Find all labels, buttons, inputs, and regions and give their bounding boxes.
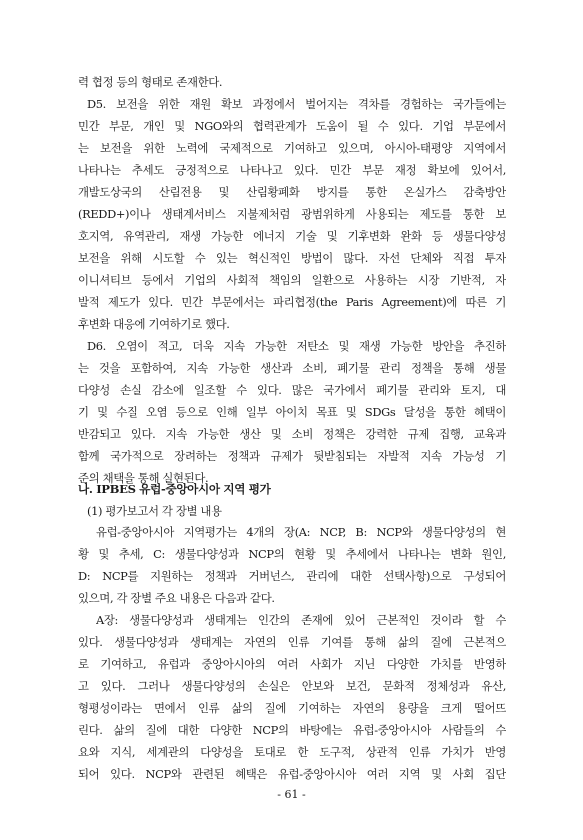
body-text-line: 는 것을 포함하여, 지속 가능한 생산과 소비, 폐기물 관리 정책을 통해 생물	[78, 361, 506, 375]
body-text-line: 반감되고 있다. 지속 가능한 생산 및 소비 정책은 강력한 규제 집행, 교육과	[78, 427, 506, 441]
body-text-line: 민간 부문, 개인 및 NGO와의 협력관계가 도움이 될 수 있다. 기업 부문에서	[78, 119, 506, 133]
body-text-line: 는 보전을 위한 노력에 국제적으로 기여하고 있으며, 아시아-태평양 지역에서	[78, 141, 506, 155]
body-text-line: 로 기여하고, 유럽과 중앙아시아의 여러 사회가 지닌 다양한 가치를 반영하	[78, 657, 506, 671]
page-number: - 61 -	[277, 788, 306, 801]
body-text-line: 발적 제도가 있다. 민간 부문에서는 파리협정(the Paris Agreement)에 따른 기	[78, 295, 506, 309]
body-text-line: 있다. 생물다양성과 생태계는 자연의 인류 기여를 통해 삶의 질에 근본적으	[78, 635, 506, 649]
body-text-line: (REDD+)이나 생태계서비스 지불제처럼 광범위하게 사용되는 제도를 통한 보	[78, 207, 506, 221]
body-text-line: 되어 있다. NCP와 관련된 혜택은 유럽-중앙아시아 여러 지역 및 사회 집단	[78, 767, 506, 781]
body-text-line: 개발도상국의 산림전용 및 산림황폐화 방지를 통한 온실가스 감축방안	[78, 185, 506, 199]
body-text-line: 준의 채택을 통해 실현된다.	[78, 471, 209, 485]
body-text-line: 있으며, 각 장별 주요 내용은 다음과 같다.	[78, 591, 275, 605]
body-text-line: 이니셔티브 등에서 기업의 사회적 책임의 일환으로 사용하는 시장 기반적, 자	[78, 273, 506, 287]
body-text-line: D5. 보전을 위한 재원 확보 과정에서 벌어지는 격차를 경험하는 국가들에는	[87, 97, 506, 111]
section-heading: 나. IPBES 유럽-중앙아시아 지역 평가	[78, 482, 271, 496]
body-text-line: 린다. 삶의 질에 대한 다양한 NCP의 바탕에는 유럽-중앙아시아 사람들의 수	[78, 723, 506, 737]
body-text-line: 나타나는 추세도 긍정적으로 나타나고 있다. 민간 부문 재정 확보에 있어서,	[78, 163, 506, 177]
body-text-line: 호지역, 유역관리, 재생 가능한 에너지 기술 및 기후변화 완화 등 생물다양성	[78, 229, 506, 243]
body-text-line: 함께 국가적으로 장려하는 정책과 규제가 뒷받침되는 자발적 지속 가능성 기	[78, 449, 506, 463]
body-text-line: 황 및 추세, C: 생물다양성과 NCP의 현황 및 추세에서 나타나는 변화 원인,	[78, 547, 506, 561]
body-text-line: 고 있다. 그러나 생물다양성의 손실은 안보와 보건, 문화적 정체성과 유산,	[78, 679, 506, 693]
body-text-line: A장: 생물다양성과 생태계는 인간의 존재에 있어 근본적인 것이라 할 수	[96, 613, 506, 627]
body-text-line: 유럽-중앙아시아 지역평가는 4개의 장(A: NCP, B: NCP와 생물다양성의 현	[96, 525, 506, 539]
body-text-line: 후변화 대응에 기여하기로 했다.	[78, 317, 230, 331]
body-text-line: 기 및 수질 오염 등으로 인해 일부 아이치 목표 및 SDGs 달성을 통한 혜택이	[78, 405, 506, 419]
body-text-line: 형평성이라는 면에서 인류 삶의 질에 기여하는 자연의 용량을 크게 떨어뜨	[78, 701, 506, 715]
subsection-heading: (1) 평가보고서 각 장별 내용	[87, 504, 222, 518]
body-text-line: D: NCP를 지원하는 정책과 거버넌스, 관리에 대한 선택사항)으로 구성되어	[78, 569, 506, 583]
body-text-line: 요와 지식, 세계관의 다양성을 토대로 한 도구적, 상관적 인류 가치가 반영	[78, 745, 506, 759]
body-text-line: D6. 오염이 적고, 더욱 지속 가능한 저탄소 및 재생 가능한 방안을 추진하	[87, 339, 506, 353]
body-text-line: 력 협정 등의 형태로 존재한다.	[78, 75, 223, 89]
body-text-line: 다양성 손실 감소에 일조할 수 있다. 많은 국가에서 폐기물 관리와 토지, 대	[78, 383, 506, 397]
body-text-line: 보전을 위해 시도할 수 있는 혁신적인 방법이 많다. 자선 단체와 직접 투자	[78, 251, 506, 265]
